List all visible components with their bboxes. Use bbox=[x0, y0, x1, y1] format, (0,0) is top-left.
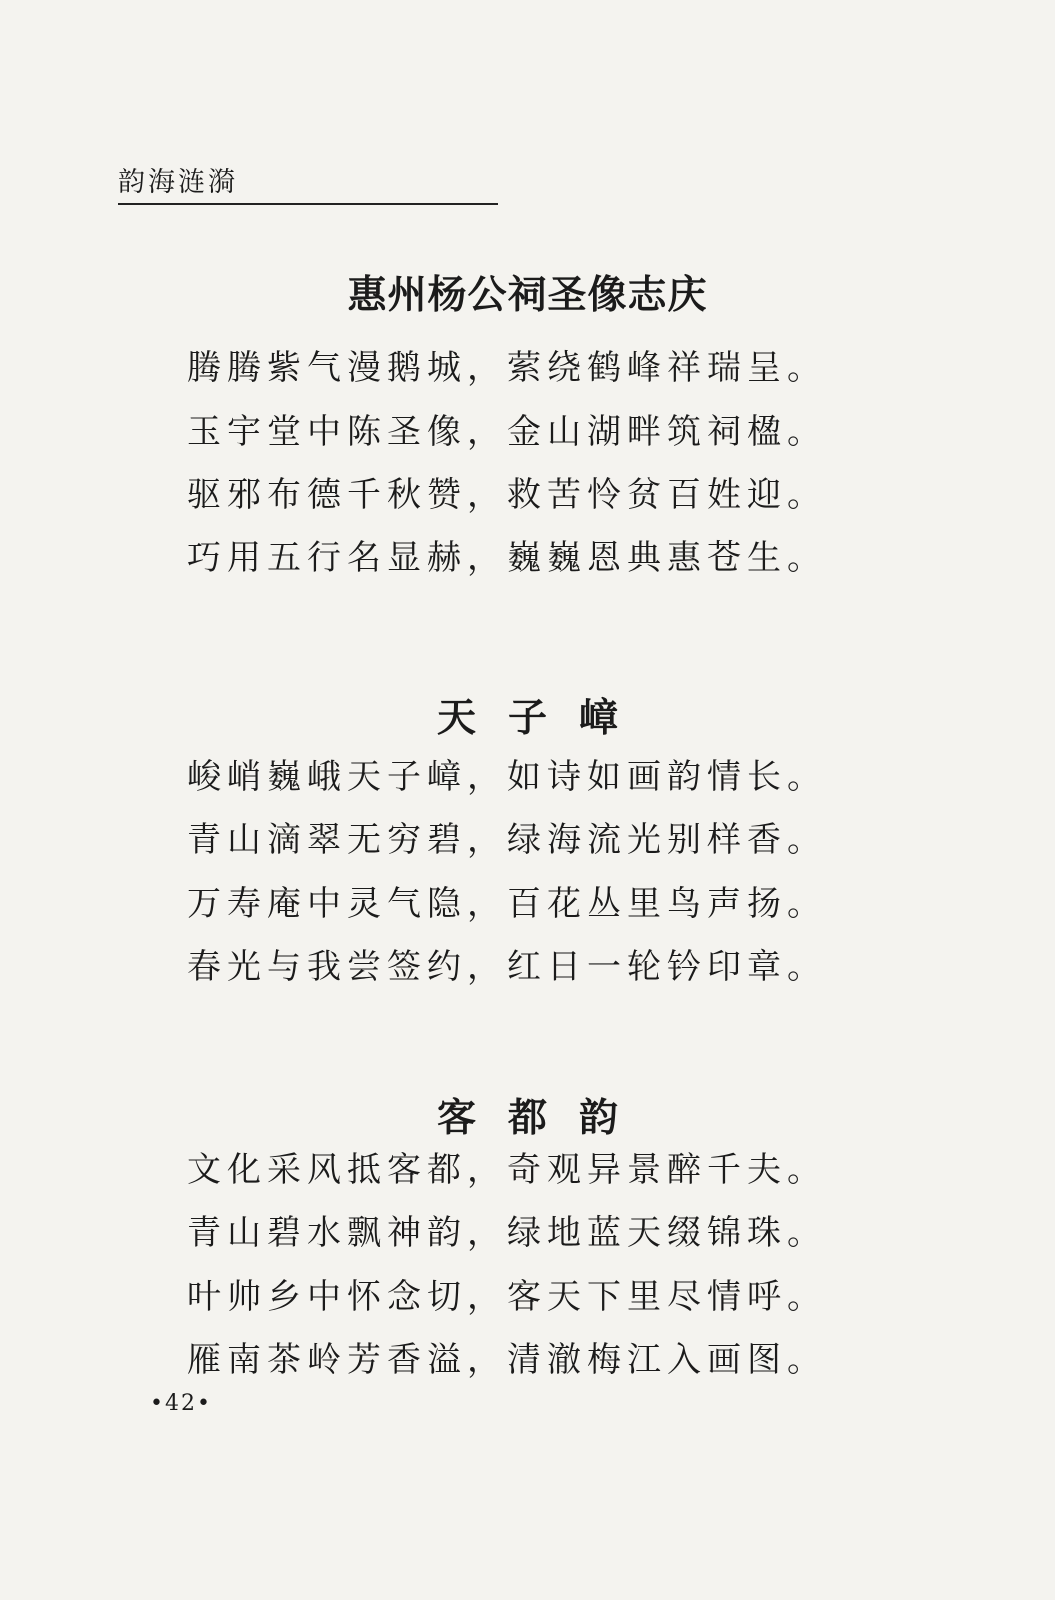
poem-line: 万寿庵中灵气隐，百花丛里鸟声扬。 bbox=[187, 884, 827, 924]
page-number: •42• bbox=[150, 1391, 212, 1416]
poem-line: 巧用五行名显赫，巍巍恩典惠苍生。 bbox=[187, 538, 827, 578]
poem-line: 春光与我尝签约，红日一轮钤印章。 bbox=[187, 947, 827, 987]
running-head: 韵海涟漪 bbox=[118, 167, 238, 198]
poem-line: 玉宇堂中陈圣像，金山湖畔筑祠楹。 bbox=[187, 412, 827, 452]
poem-line: 腾腾紫气漫鹅城，萦绕鹤峰祥瑞呈。 bbox=[187, 348, 827, 388]
poem-line: 叶帅乡中怀念切，客天下里尽情呼。 bbox=[187, 1277, 827, 1317]
running-head-rule bbox=[118, 203, 498, 205]
poem-line: 雁南茶岭芳香溢，清澈梅江入画图。 bbox=[187, 1340, 827, 1380]
poem-title: 惠州杨公祠圣像志庆 bbox=[347, 272, 708, 318]
poem-line: 青山滴翠无穷碧，绿海流光别样香。 bbox=[187, 820, 827, 860]
poem-line: 青山碧水飘神韵，绿地蓝天缀锦珠。 bbox=[187, 1213, 827, 1253]
poem-line: 文化采风抵客都，奇观异景醉千夫。 bbox=[187, 1150, 827, 1190]
poem-title: 客都韵 bbox=[436, 1095, 650, 1141]
poem-title: 天子嶂 bbox=[436, 695, 650, 741]
poem-line: 峻峭巍峨天子嶂，如诗如画韵情长。 bbox=[187, 757, 827, 797]
poem-line: 驱邪布德千秋赞，救苦怜贫百姓迎。 bbox=[187, 475, 827, 515]
